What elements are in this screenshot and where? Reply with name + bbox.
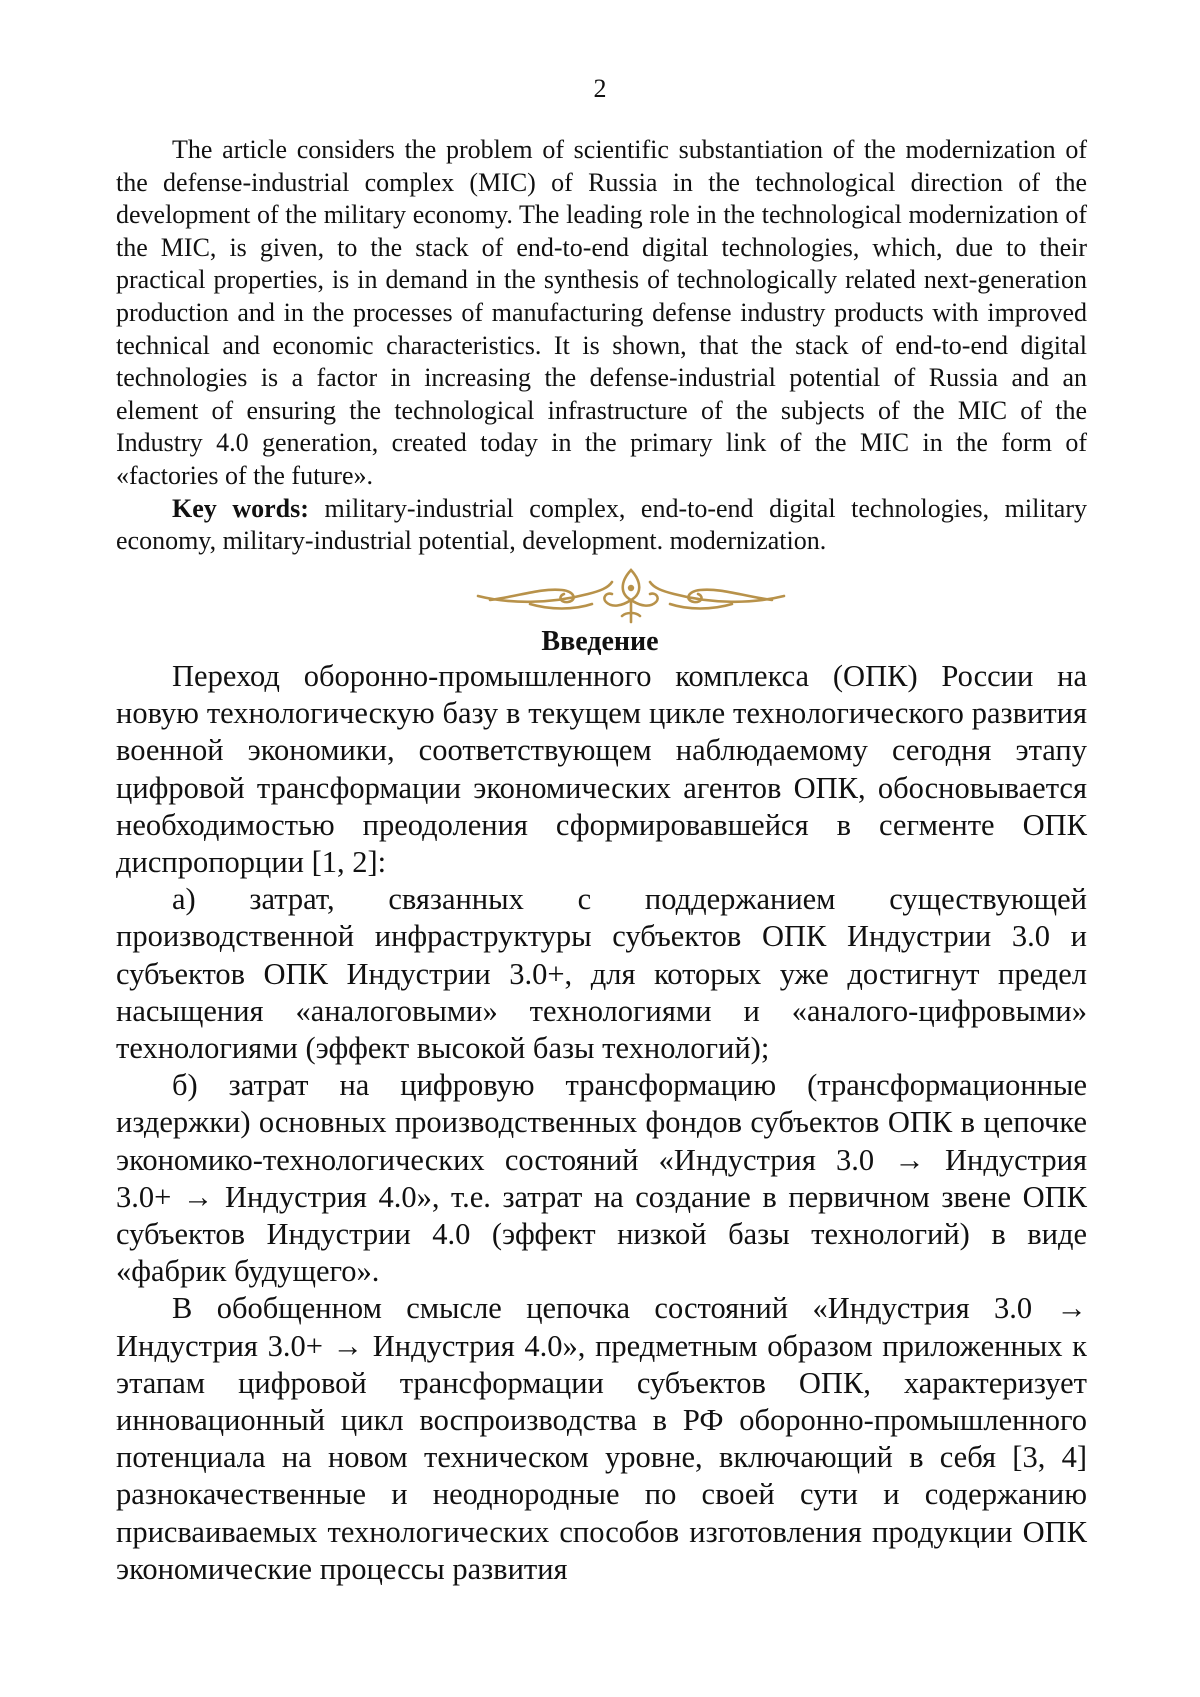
body-paragraph: а) затрат, связанных с поддержанием существующей производственной инфраструктуры субъектов ОПК Индустрии 3.0 и субъектов ОПК Индустрии 3.0+, для которых уже достигнут предел насыщения «аналоговыми» технологиями и «аналого-цифровыми» технологиями (эффект высокой базы технологий); [116,882,1087,1066]
body-paragraph: В обобщенном смысле цепочка состояний «Индустрия 3.0 → Индустрия 3.0+ → Индустрия 4.0», предметным образом приложенных к этапам цифровой трансформации субъектов ОПК, характеризует инновационный цикл воспроизводства в РФ оборонно-промышленного потенциала на новом техническом уровне, включающий в себя [3, 4] разнокачественные и неоднородные по своей сути и содержанию присваиваемых технологических способов изготовления продукции ОПК экономические процессы развития [116,1291,1087,1586]
body-paragraph: Переход оборонно-промышленного комплекса (ОПК) России на новую технологическую базу в текущем цикле технологического развития военной экономики, соответствующем наблюдаемому сегодня этапу цифровой трансформации экономических агентов ОПК, обосновывается необходимостью преодоления сформировавшейся в сегменте ОПК диспропорции [1, 2]: [116,659,1087,880]
abstract-paragraph: The article considers the problem of scientific substantiation of the modernization of the defense-industrial complex (MIC) of Russia in the technological direction of the development of the military economy. The leading role in the technological modernization of the MIC, is given, to the stack of end-to-end digital technologies, which, due to their practical properties, is in demand in the synthesis of technologically related next-generation production and in the processes of manufacturing defense industry products with improved technical and economic characteristics. It is shown, that the stack of end-to-end digital technologies is a factor in increasing the defense-industrial potential of Russia and an element of ensuring the technological infrastructure of the subjects of the MIC of the Industry 4.0 generation, created today in the primary link of the MIC in the form of «factories of the future». [116,135,1087,490]
abstract [116,134,1087,558]
keywords-label: Key words: [172,493,309,523]
section-heading: Введение [541,626,659,657]
body-text [116,658,1087,1588]
keywords-text: military-industrial complex, end-to-end digital technologies, military economy, military-industrial potential, development. modernization. [116,493,1087,556]
keywords-paragraph [116,493,1087,558]
page-number: 2 [593,74,607,103]
body-paragraph: б) затрат на цифровую трансформацию (трансформационные издержки) основных производственных фондов субъектов ОПК в цепочке экономико-технологических состояний «Индустрия 3.0 → Индустрия 3.0+ → Индустрия 4.0», т.е. затрат на создание в первичном звене ОПК субъектов Индустрии 4.0 (эффект низкой базы технологий) в виде «фабрик будущего». [116,1068,1087,1289]
decorative-flourish-icon [470,560,792,630]
